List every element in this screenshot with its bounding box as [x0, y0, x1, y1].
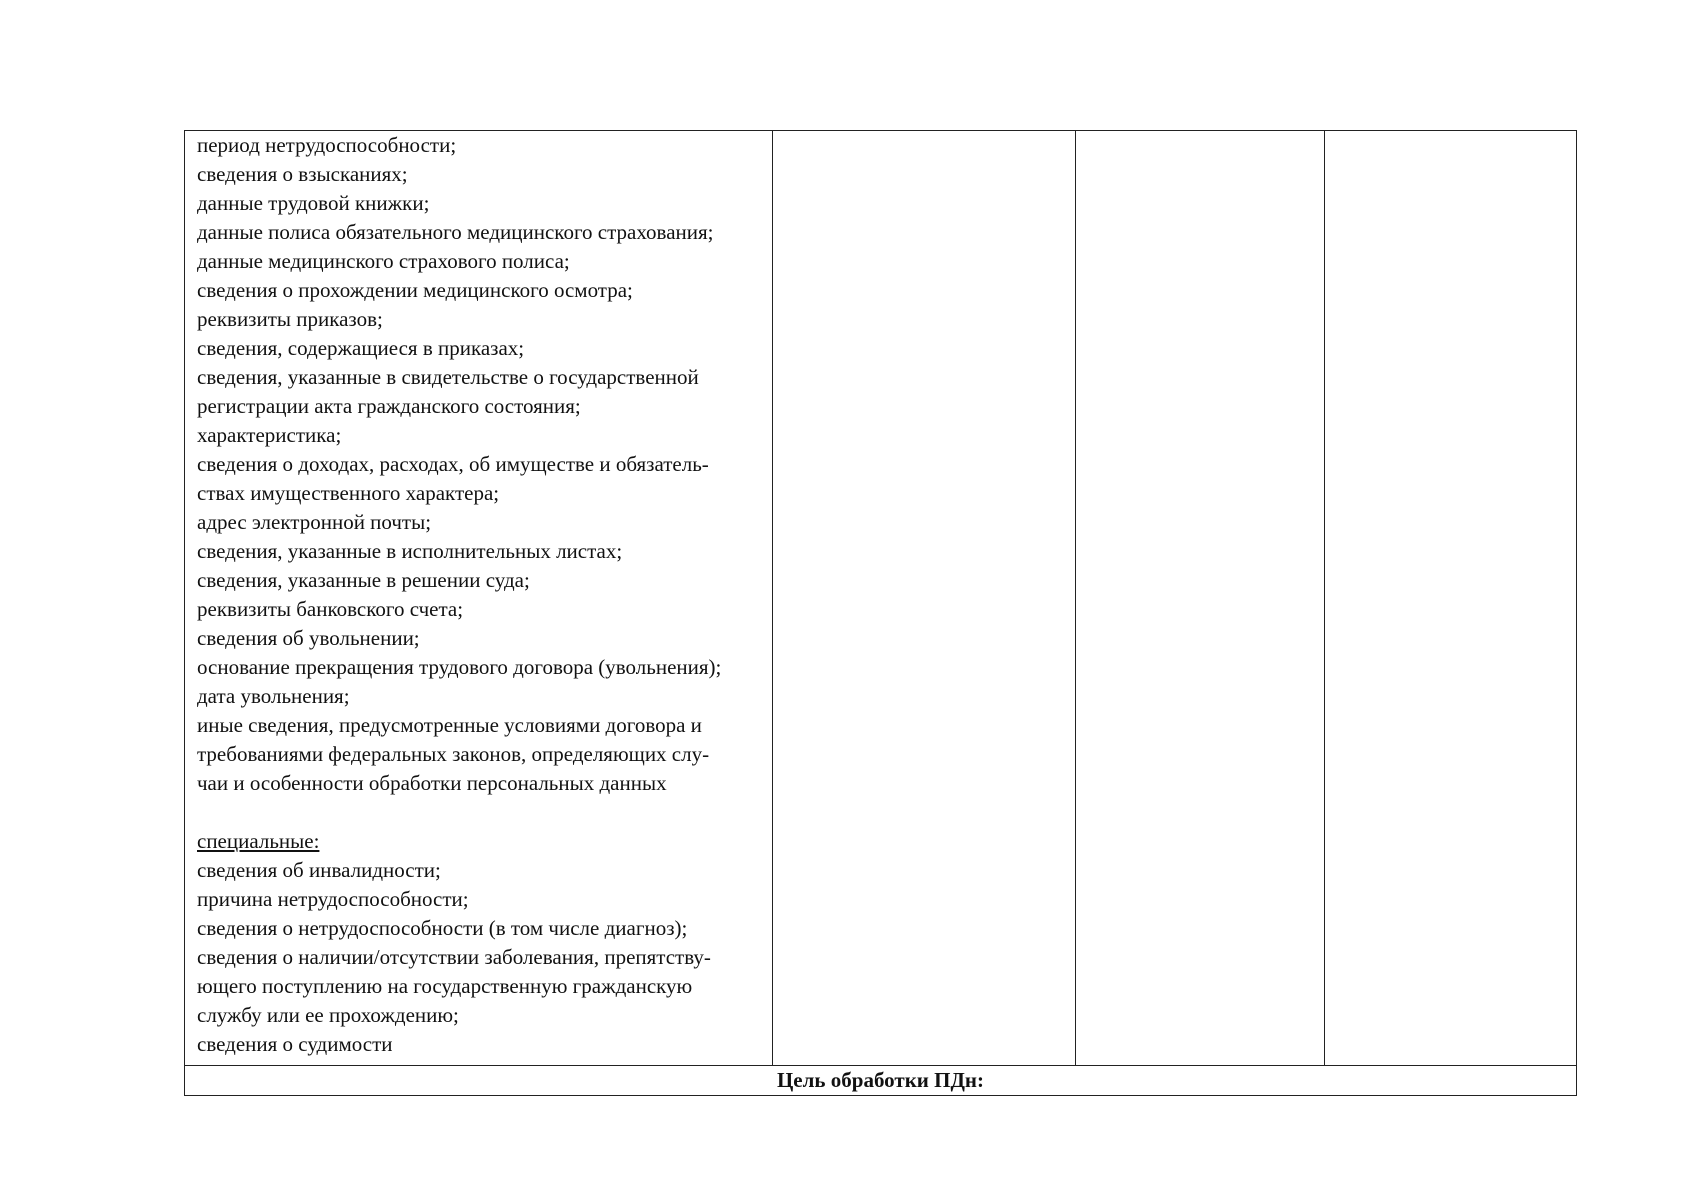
list-item: сведения, указанные в решении суда; — [197, 568, 530, 592]
list-item: сведения об увольнении; — [197, 626, 420, 650]
list-item: регистрации акта гражданского состояния; — [197, 394, 581, 418]
empty-cell-2 — [773, 131, 1076, 1066]
list-item: период нетрудоспособности; — [197, 133, 457, 157]
list-item: основание прекращения трудового договора (увольнения); — [197, 655, 722, 679]
list-item: сведения о наличии/отсутствии заболевания, препятству- — [197, 945, 711, 969]
list-item: сведения о прохождении медицинского осмотра; — [197, 278, 633, 302]
list-item: данные медицинского страхового полиса; — [197, 249, 570, 273]
list-item: реквизиты банковского счета; — [197, 597, 464, 621]
list-item: реквизиты приказов; — [197, 307, 383, 331]
list-item: ствах имущественного характера; — [197, 481, 500, 505]
list-item: данные трудовой книжки; — [197, 191, 430, 215]
list-item: причина нетрудоспособности; — [197, 887, 469, 911]
list-item: сведения о взысканиях; — [197, 162, 408, 186]
list-item: сведения о нетрудоспособности (в том числе диагноз); — [197, 916, 688, 940]
list-item: адрес электронной почты; — [197, 510, 432, 534]
list-item: данные полиса обязательного медицинского страхования; — [197, 220, 714, 244]
list-item: сведения, указанные в исполнительных листах; — [197, 539, 623, 563]
list-item: сведения, содержащиеся в приказах; — [197, 336, 525, 360]
list-item: чаи и особенности обработки персональных данных — [197, 771, 667, 795]
list-item: иные сведения, предусмотренные условиями договора и — [197, 713, 702, 737]
processing-purpose-row: Цель обработки ПДн: — [185, 1066, 1577, 1096]
empty-cell-3 — [1076, 131, 1325, 1066]
empty-cell-4 — [1325, 131, 1577, 1066]
list-spacer — [197, 798, 760, 827]
list-item: ющего поступлению на государственную гражданскую — [197, 974, 693, 998]
list-item: сведения, указанные в свидетельстве о государственной — [197, 365, 699, 389]
table-row — [185, 1066, 1577, 1096]
list-item: службу или ее прохождению; — [197, 1003, 459, 1027]
special-data-list — [197, 856, 760, 1059]
list-item: сведения об инвалидности; — [197, 858, 441, 882]
list-item: сведения о доходах, расходах, об имуществе и обязатель- — [197, 452, 709, 476]
personal-data-table — [184, 130, 1577, 1096]
list-item: сведения о судимости — [197, 1032, 393, 1056]
list-item: характеристика; — [197, 423, 342, 447]
data-categories-cell — [185, 131, 773, 1066]
special-heading: специальные: — [197, 829, 320, 853]
table-row — [185, 131, 1577, 1066]
list-item: требованиями федеральных законов, определяющих слу- — [197, 742, 710, 766]
list-item: дата увольнения; — [197, 684, 350, 708]
general-data-list — [197, 131, 760, 798]
